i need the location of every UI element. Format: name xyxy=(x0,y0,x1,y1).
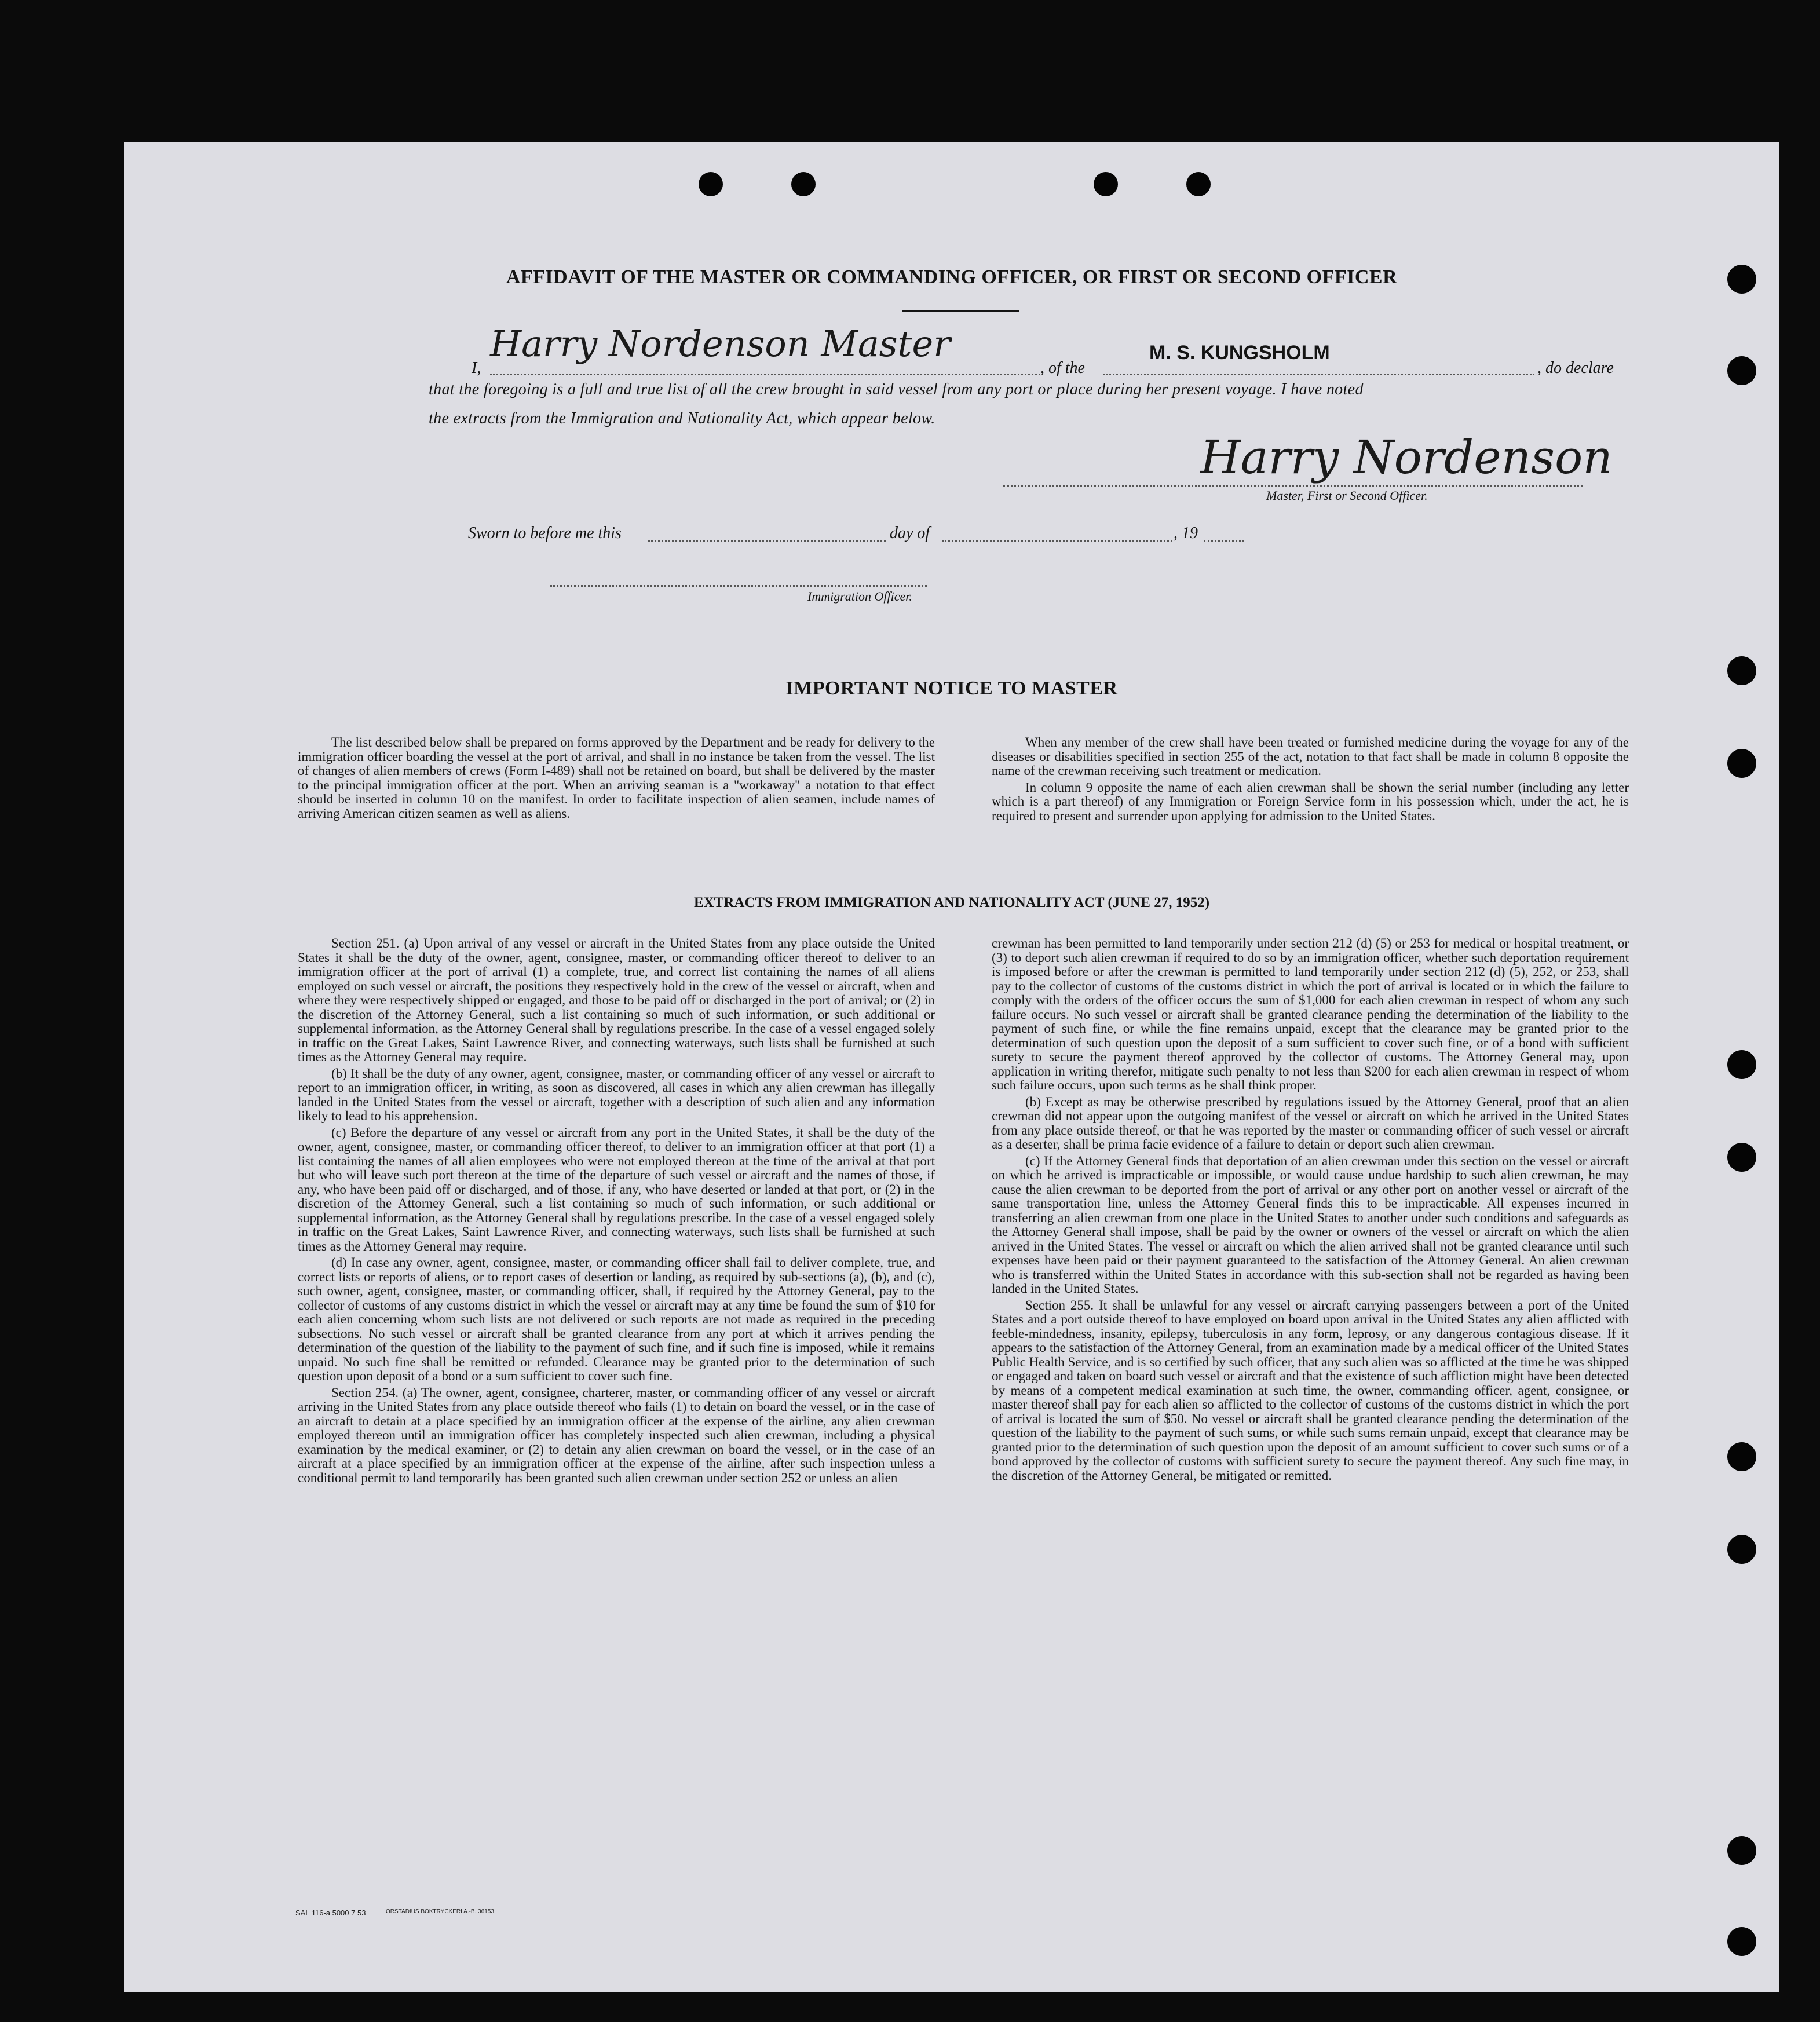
extracts-title: EXTRACTS FROM IMMIGRATION AND NATIONALITY ACT (JUNE 27, 1952) xyxy=(693,895,1210,911)
printer-imprint: ORSTADIUS BOKTRYCKERI A.-B. 36153 xyxy=(386,1908,494,1915)
form-print-code: SAL 116-a 5000 7 53 xyxy=(295,1908,366,1917)
declaration-line-1: that the foregoing is a full and true list of all the crew brought in said vessel from any port or place during her present voyage. I have noted xyxy=(429,381,1364,398)
handwritten-master-name: Harry Nordenson Master xyxy=(490,323,951,365)
punch-hole xyxy=(1727,1836,1756,1865)
extracts-left-column xyxy=(298,937,935,1487)
punch-hole xyxy=(1094,172,1118,196)
act-paragraph: (d) In case any owner, agent, consignee, master, or commanding officer shall fail to deliver complete, true, and correct lists or reports of aliens, or to report cases of desertion or landing, as required by sub-sections (a), (b), and (c), such owner, agent, consignee, master, or commanding officer, shall, if required by the Attorney General, pay to the collector of customs of any customs district in which the vessel or aircraft may at any time be found the sum of $10 for each alien concerning whom such lists are not delivered or such reports are not made as required in the preceding subsections. No such vessel or aircraft shall be granted clearance from any port at which it arrives pending the determination of the question of the liability to the payment of such fine, and if such fine is imposed, while it remains unpaid. No such fine shall be remitted or refunded. Clearance may be granted prior to the determination of such question upon deposit of a bond or a sum sufficient to cover such fine. xyxy=(298,1255,935,1383)
notice-paragraph: The list described below shall be prepared on forms approved by the Department and be ready for delivery to the immigration officer boarding the vessel at the port of arrival, and shall in no instance be taken from the vessel. The list of changes of alien members of crews (Form I-489) shall not be retained on board, but shall be delivered by the master to the principal immigration officer at the port. When an arriving seaman is a "workaway" a notation to that effect should be inserted in column 10 on the manifest. In order to facilitate inspection of alien seamen, include names of arriving American citizen seamen as well as aliens. xyxy=(298,735,935,821)
notice-paragraph: In column 9 opposite the name of each alien crewman shall be shown the serial number (including any letter which is a part thereof) of any Immigration or Foreign Service form in his possession which, under the act, he is required to present and surrender upon applying for admission to the United States. xyxy=(992,780,1629,823)
act-paragraph: Section 251. (a) Upon arrival of any vessel or aircraft in the United States from any place outside the United States it shall be the duty of the owner, agent, consignee, master, or commanding officer thereof to deliver to an immigration officer at the port of arrival (1) a complete, true, and correct list containing the names of all aliens employed on such vessel or aircraft, the positions they respectively hold in the crew of the vessel or aircraft, when and where they were respectively shipped or engaged, and those to be paid off or discharged in the port of arrival; or (2) in the discretion of the Attorney General, such a list containing so much of such information, or such additional or supplemental information, as the Attorney General shall by regulations prescribe. In the case of a vessel engaged solely in traffic on the Great Lakes, Saint Lawrence River, and connecting waterways, such lists shall be furnished at such times as the Attorney General may require. xyxy=(298,936,935,1064)
sworn-year-line xyxy=(1204,540,1244,542)
officer-signature-line xyxy=(550,585,927,587)
do-declare-label: , do declare xyxy=(1537,359,1614,377)
sworn-month-line xyxy=(942,540,1172,542)
act-paragraph: Section 254. (a) The owner, agent, consignee, charterer, master, or commanding officer of any vessel or aircraft arriving in the United States from any place outside thereof who fails (1) to detain on board the vessel, or in the case of an aircraft to detain at a place specified by an immigration officer at the expense of the airline, any alien crewman employed thereon until an immigration officer has completely inspected such alien crewman, including a physical examination by the medical examiner, or (2) to detain any alien crewman on board the vessel, or in the case of an aircraft at a place specified by an immigration officer at the expense of the airline, after such inspection unless a conditional permit to land temporarily has been granted such alien crewman under section 252 or unless an alien xyxy=(298,1385,935,1485)
vessel-line xyxy=(1103,374,1534,375)
notice-left-column xyxy=(298,736,935,823)
sworn-label: Sworn to before me this xyxy=(468,524,622,542)
notice-right-column xyxy=(992,736,1629,825)
affidavit-title: AFFIDAVIT OF THE MASTER OR COMMANDING OFFICER, OR FIRST OR SECOND OFFICER xyxy=(506,266,1398,288)
punch-hole xyxy=(1727,356,1756,385)
punch-hole xyxy=(1727,1143,1756,1172)
officer-caption: Immigration Officer. xyxy=(807,589,912,604)
punch-hole xyxy=(1727,1442,1756,1471)
act-paragraph: (c) If the Attorney General finds that deportation of an alien crewman under this section on the vessel or aircraft on which he arrived is impracticable or impossible, or would cause undue hardship to such alien crewman, he may cause the alien crewman to be deported from the port of arrival or any other port on another vessel or aircraft of the same transportation line, unless the Attorney General finds this to be impracticable. All expenses incurred in transferring an alien crewman from one place in the United States to another under such conditions and safeguards as the Attorney General shall impose, shall be paid by the owner or owners of the vessel or aircraft on which the alien arrived in the United States. The vessel or aircraft on which the alien arrived shall not be granted clearance until such expenses have been paid or their payment guaranteed to the satisfaction of the Attorney General. An alien crewman who is transferred within the United States in accordance with this sub-section shall not be regarded as having been landed in the United States. xyxy=(992,1153,1629,1296)
punch-hole xyxy=(1727,1927,1756,1956)
sworn-day-line xyxy=(648,540,886,542)
extracts-right-column xyxy=(992,937,1629,1485)
act-paragraph: Section 255. It shall be unlawful for any vessel or aircraft carrying passengers between a port of the United States and a port outside thereof to have employed on board upon arrival in the United States any alien afflicted with feeble-mindedness, insanity, epilepsy, tuberculosis in any form, leprosy, or any dangerous contagious disease. If it appears to the satisfaction of the Attorney General, from an examination made by a medical officer of the United States Public Health Service, and is so certified by such officer, that any such alien was so afflicted at the time he was shipped or engaged and taken on board such vessel or aircraft and that the existence of such affliction might have been detected by means of a competent medical examination at such time, the owner, commanding officer, agent, consignee, or master thereof shall pay for each alien so afflicted to the collector of customs of the customs district in which the port of arrival is located the sum of $50. No vessel or aircraft shall be granted clearance pending the determination of the question of the liability to the payment of such sums, or while such sums remain unpaid, except that clearance may be granted prior to the determination of such question upon the deposit of an amount sufficient to cover such sums or of a bond approved by the collector of customs with sufficient surety to secure the payment thereof. Any such fine may, in the discretion of the Attorney General, be mitigated or remitted. xyxy=(992,1297,1629,1483)
master-signature: Harry Nordenson xyxy=(1200,430,1613,484)
notice-title: IMPORTANT NOTICE TO MASTER xyxy=(785,678,1118,699)
act-paragraph: crewman has been permitted to land temporarily under section 212 (d) (5) or 253 for medical or hospital treatment, or (3) to deport such alien crewman if required to do so by an immigration officer, whether such deportation requirement is imposed before or after the crewman is permitted to land temporarily under section 212 (d) (5), 252, or 253, shall pay to the collector of customs of the customs district in which the port of arrival is located or in which the failure to comply with the orders of the officer occurs the sum of $1,000 for each alien crewman in respect of whom any such failure occurs. No such vessel or aircraft shall be granted clearance pending the determination of the liability to the payment of such fine, or while the fine remains unpaid, except that the clearance may be granted prior to the determination of such question upon the deposit of a sum sufficient to cover such fine, or of a bond with sufficient surety to secure the payment thereof approved by the collector of customs. The Attorney General may, upon application in writing therefor, mitigate such penalty to not less than $200 for each alien crewman in respect of whom such failure occurs, upon such terms as he shall think proper. xyxy=(992,936,1629,1092)
punch-hole xyxy=(699,172,723,196)
declaration-line-2: the extracts from the Immigration and Nationality Act, which appear below. xyxy=(429,409,935,427)
of-the-label: , of the xyxy=(1040,359,1085,377)
punch-hole xyxy=(1727,1535,1756,1564)
punch-hole xyxy=(1727,1050,1756,1079)
i-label: I, xyxy=(472,359,481,377)
notice-paragraph: When any member of the crew shall have been treated or furnished medicine during the voyage for any of the diseases or disabilities specified in section 255 of the act, notation to that fact shall be made in column 8 opposite the name of the crewman receiving such treatment or medication. xyxy=(992,735,1629,778)
signature-caption: Master, First or Second Officer. xyxy=(1266,488,1428,503)
punch-hole xyxy=(1186,172,1211,196)
signature-line xyxy=(1003,485,1583,487)
form-page xyxy=(124,142,1779,1992)
act-paragraph: (b) Except as may be otherwise prescribed by regulations issued by the Attorney General, proof that an alien crewman did not appear upon the outgoing manifest of the vessel or aircraft on which he arrived in the United States from any place outside thereof, or that he was reported by the master or commanding officer of such vessel or aircraft as a deserter, shall be prima facie evidence of a failure to detain or deport such alien crewman. xyxy=(992,1094,1629,1151)
punch-hole xyxy=(791,172,816,196)
day-of-label: day of xyxy=(890,524,930,542)
act-paragraph: (b) It shall be the duty of any owner, agent, consignee, master, or commanding officer of any vessel or aircraft to report to an immigration officer, in writing, as soon as discovered, all cases in which any alien crewman has illegally landed in the United States from the vessel or aircraft, together with a description of such alien and any information likely to lead to his apprehension. xyxy=(298,1066,935,1123)
title-rule xyxy=(902,310,1019,312)
punch-hole xyxy=(1727,749,1756,778)
name-line xyxy=(490,374,1040,375)
vessel-name: M. S. KUNGSHOLM xyxy=(1149,342,1330,364)
act-paragraph: (c) Before the departure of any vessel or aircraft from any port in the United States, it shall be the duty of the owner, agent, consignee, master, or commanding officer thereof, to deliver to an immigration officer at that port (1) a list containing the names of all alien employees who were not employed thereon at the time of the arrival at that port but who will leave such port thereon at the time of the departure of such vessel or aircraft and the names of those, if any, who have been paid off or discharged, and of those, if any, who have deserted or landed at that port, or (2) in the discretion of the Attorney General, such a list containing so much of such information, or such additional or supplemental information, as the Attorney General shall by regulations prescribe. In the case of a vessel engaged solely in traffic on the Great Lakes, Saint Lawrence River, and connecting waterways, such lists shall be furnished at such times as the Attorney General may require. xyxy=(298,1125,935,1253)
year-label: , 19 xyxy=(1174,524,1198,542)
